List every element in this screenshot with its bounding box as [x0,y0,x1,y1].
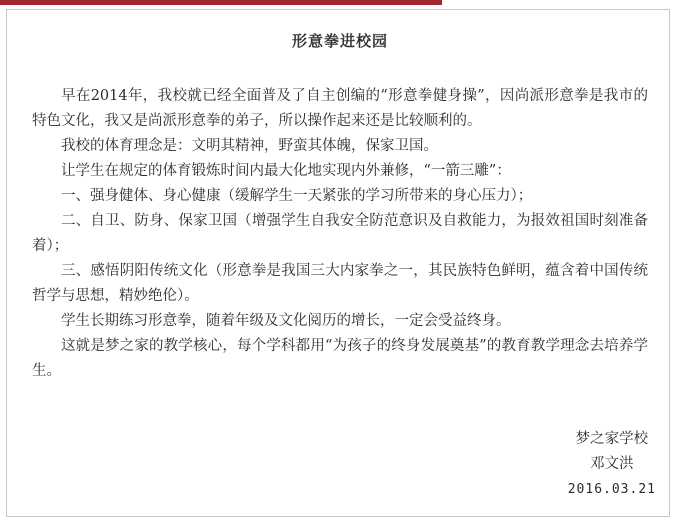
paragraph: 三、感悟阴阳传统文化（形意拳是我国三大内家拳之一，其民族特色鲜明，蕴含着中国传统哲学与思想，精妙绝伦）。 [32,263,648,304]
signature-school: 梦之家学校 [575,431,649,447]
article-body [32,84,648,384]
signature-author: 邓文洪 [590,456,634,472]
signature-block [568,427,656,502]
header-accent-bar [0,0,442,5]
article-title: 形意拳进校园 [291,32,388,50]
paragraph: 我校的体育理念是：文明其精神，野蛮其体魄，保家卫国。 [61,138,438,154]
paragraph: 让学生在规定的体育锻炼时间内最大化地实现内外兼修，“一箭三雕”： [61,163,511,179]
paragraph: 早在2014年，我校就已经全面普及了自主创编的“形意拳健身操”，因尚派形意拳是我市的特色文化，我又是尚派形意拳的弟子，所以操作起来还是比较顺利的。 [32,88,648,129]
paragraph: 二、自卫、防身、保家卫国（增强学生自我安全防范意识及自救能力，为报效祖国时刻准备着）； [32,213,648,254]
signature-date: 2016.03.21 [567,482,656,497]
paragraph: 一、强身健体、身心健康（缓解学生一天紧张的学习所带来的身心压力）； [61,188,533,204]
paragraph: 学生长期练习形意拳，随着年级及文化阅历的增长，一定会受益终身。 [61,313,511,329]
paragraph: 这就是梦之家的教学核心，每个学科都用“为孩子的终身发展奠基”的教育教学理念去培养学生。 [32,338,648,379]
